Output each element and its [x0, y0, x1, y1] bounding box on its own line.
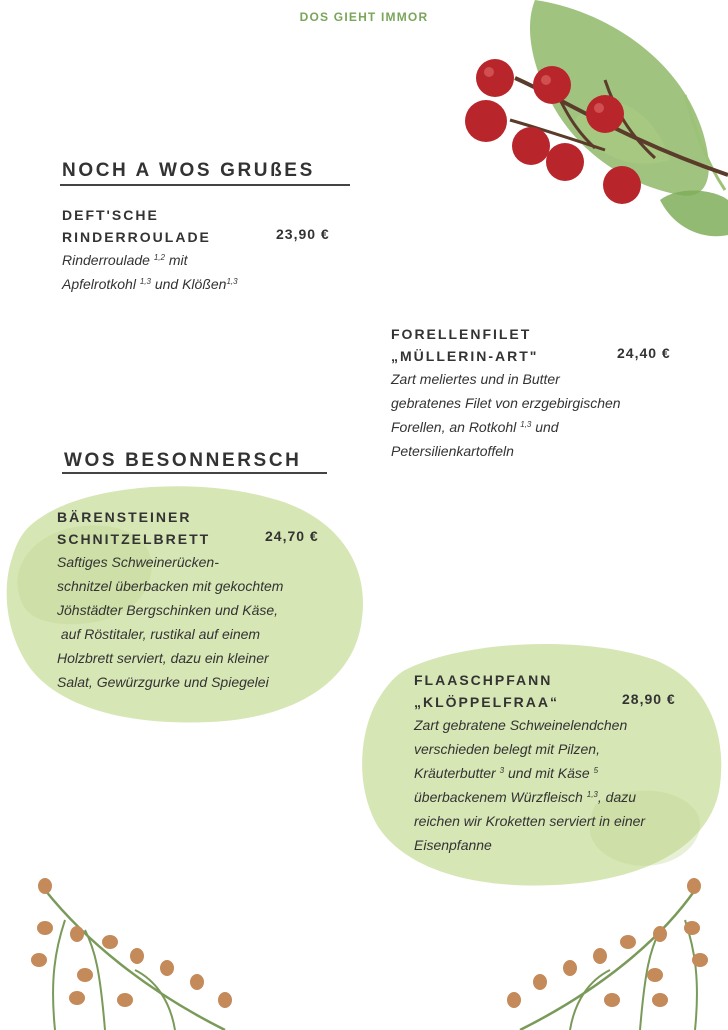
- berry-icon: [603, 166, 641, 204]
- menu-item-schnitzelbrett: [57, 506, 347, 694]
- menu-item-rinderroulade: [62, 204, 347, 296]
- dish-description: Saftiges Schweinerücken- schnitzel überbacken mit gekochtem Jöhstädter Bergschinken und Käse, auf Röstitaler, rustikal auf einem Holzbrett serviert, dazu ein kleiner Salat, Gewürzgurke und Spiegelei: [57, 554, 284, 690]
- berry-icon: [465, 100, 507, 142]
- dish-price: 23,90 €: [276, 226, 330, 242]
- berry-icon: [476, 59, 514, 97]
- dish-name-line: RINDERROULADE: [62, 229, 211, 245]
- dish-price: 24,70 €: [265, 528, 319, 544]
- berry-icon: [512, 127, 550, 165]
- dish-description: Rinderroulade $^{1,2}$ mit Apfelrotkohl $^{1,3}$ und Klößen$^{1,3}$: [62, 252, 238, 292]
- menu-item-forellenfilet: [391, 323, 691, 463]
- dish-name-line: FLAASCHPFANN: [414, 672, 553, 688]
- menu-item-flaaschpfann: [414, 669, 704, 857]
- dish-name-line: „KLÖPPELFRAA“: [414, 694, 559, 710]
- dish-name-line: „MÜLLERIN-ART": [391, 348, 539, 364]
- berry-branch-illustration: [455, 0, 728, 250]
- berry-icon: [533, 66, 571, 104]
- dish-name-line: SCHNITZELBRETT: [57, 531, 211, 547]
- dish-name-line: FORELLENFILET: [391, 326, 532, 342]
- section-underline: [62, 472, 327, 474]
- dish-price: 24,40 €: [617, 345, 671, 361]
- dish-price: 28,90 €: [622, 691, 676, 707]
- dish-description: Zart gebratene Schweinelendchen verschieden belegt mit Pilzen, Kräuterbutter $^3$ und mit Käse $^5$ überbackenem Würzfleisch $^{1,3}$, dazu reichen wir Kroketten serviert in einer Eisenpfanne: [414, 717, 646, 853]
- brand-title: DOS GIEHT IMMOR: [299, 10, 429, 24]
- berry-icon: [546, 143, 584, 181]
- section-title-besonnersch: WOS BESONNERSCH: [64, 450, 302, 471]
- section-title-gruesse: NOCH A WOS GRUßES: [62, 160, 315, 181]
- twig-branch-left-illustration: [25, 870, 245, 1030]
- dish-description: Zart meliertes und in Butter gebratenes Filet von erzgebirgischen Forellen, an Rotkohl $^{1,3}$ und Petersilienkartoffeln: [391, 371, 621, 459]
- section-underline: [60, 184, 350, 186]
- twig-branch-right-illustration: [500, 870, 728, 1030]
- dish-name-line: DEFT'SCHE: [62, 207, 159, 223]
- dish-name-line: BÄRENSTEINER: [57, 509, 192, 525]
- berry-icon: [586, 95, 624, 133]
